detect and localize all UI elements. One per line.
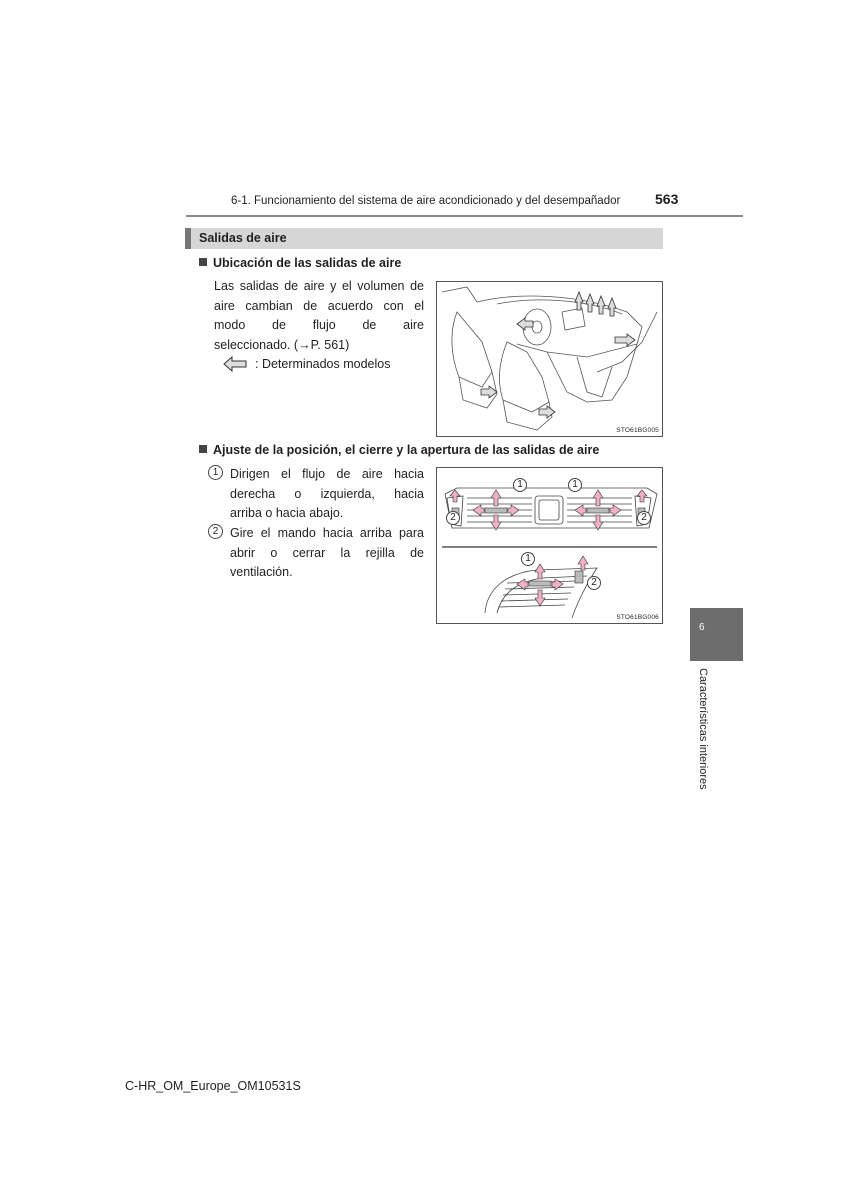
chapter-header: 6-1. Funcionamiento del sistema de aire acondicionado y del desempañador bbox=[231, 195, 621, 207]
step-1-text bbox=[230, 465, 424, 524]
interior-vent-figure bbox=[436, 281, 663, 437]
step-number-1: 1 bbox=[208, 465, 223, 480]
step-number-2: 2 bbox=[208, 524, 223, 539]
figure-code: STO61BG006 bbox=[616, 614, 659, 621]
vent-adjust-figure bbox=[436, 467, 663, 624]
step-line: ventilación. bbox=[230, 565, 293, 579]
adjust-heading bbox=[199, 443, 599, 457]
callout-1: 1 bbox=[521, 552, 535, 566]
interior-illustration bbox=[437, 282, 662, 436]
adjust-heading-text: Ajuste de la posición, el cierre y la apertura de las salidas de aire bbox=[213, 443, 600, 457]
location-heading bbox=[199, 256, 401, 270]
chapter-tab bbox=[690, 608, 743, 661]
vent-illustration bbox=[437, 468, 662, 623]
outlet-arrow-icon bbox=[223, 356, 247, 372]
paragraph-line: seleccionado. (→P. 561) bbox=[214, 337, 350, 352]
chapter-tab-number: 6 bbox=[699, 622, 705, 633]
callout-2: 2 bbox=[587, 576, 601, 590]
footer-doc-code: C-HR_OM_Europe_OM10531S bbox=[125, 1079, 301, 1093]
legend-row bbox=[223, 356, 390, 372]
paragraph-line: Las salidas de aire y el volumen de bbox=[214, 279, 424, 293]
location-heading-text: Ubicación de las salidas de aire bbox=[213, 256, 402, 270]
step-line: abrir o cerrar la rejilla de bbox=[230, 545, 424, 560]
step-2-text bbox=[230, 524, 424, 583]
location-paragraph bbox=[214, 277, 424, 355]
legend-text: : Determinados modelos bbox=[255, 357, 391, 371]
header-divider bbox=[186, 215, 743, 217]
step-line: Dirigen el flujo de aire hacia bbox=[230, 467, 424, 481]
callout-2: 2 bbox=[446, 511, 460, 525]
callout-1: 1 bbox=[568, 478, 582, 492]
step-line: derecha o izquierda, hacia bbox=[230, 486, 424, 501]
callout-2: 2 bbox=[637, 511, 651, 525]
callout-1: 1 bbox=[513, 478, 527, 492]
section-title-bar bbox=[185, 228, 663, 249]
step-line: arriba o hacia abajo. bbox=[230, 506, 344, 520]
section-title: Salidas de aire bbox=[199, 231, 287, 245]
paragraph-line: aire cambian de acuerdo con el bbox=[214, 298, 424, 313]
page-number: 563 bbox=[655, 191, 679, 207]
bullet-square-icon bbox=[199, 258, 207, 266]
step-line: Gire el mando hacia arriba para bbox=[230, 526, 424, 540]
bullet-square-icon bbox=[199, 445, 207, 453]
chapter-tab-label: Características interiores bbox=[697, 668, 709, 790]
figure-code: STO61BG005 bbox=[616, 427, 659, 434]
paragraph-line: modo de flujo de aire bbox=[214, 318, 424, 332]
